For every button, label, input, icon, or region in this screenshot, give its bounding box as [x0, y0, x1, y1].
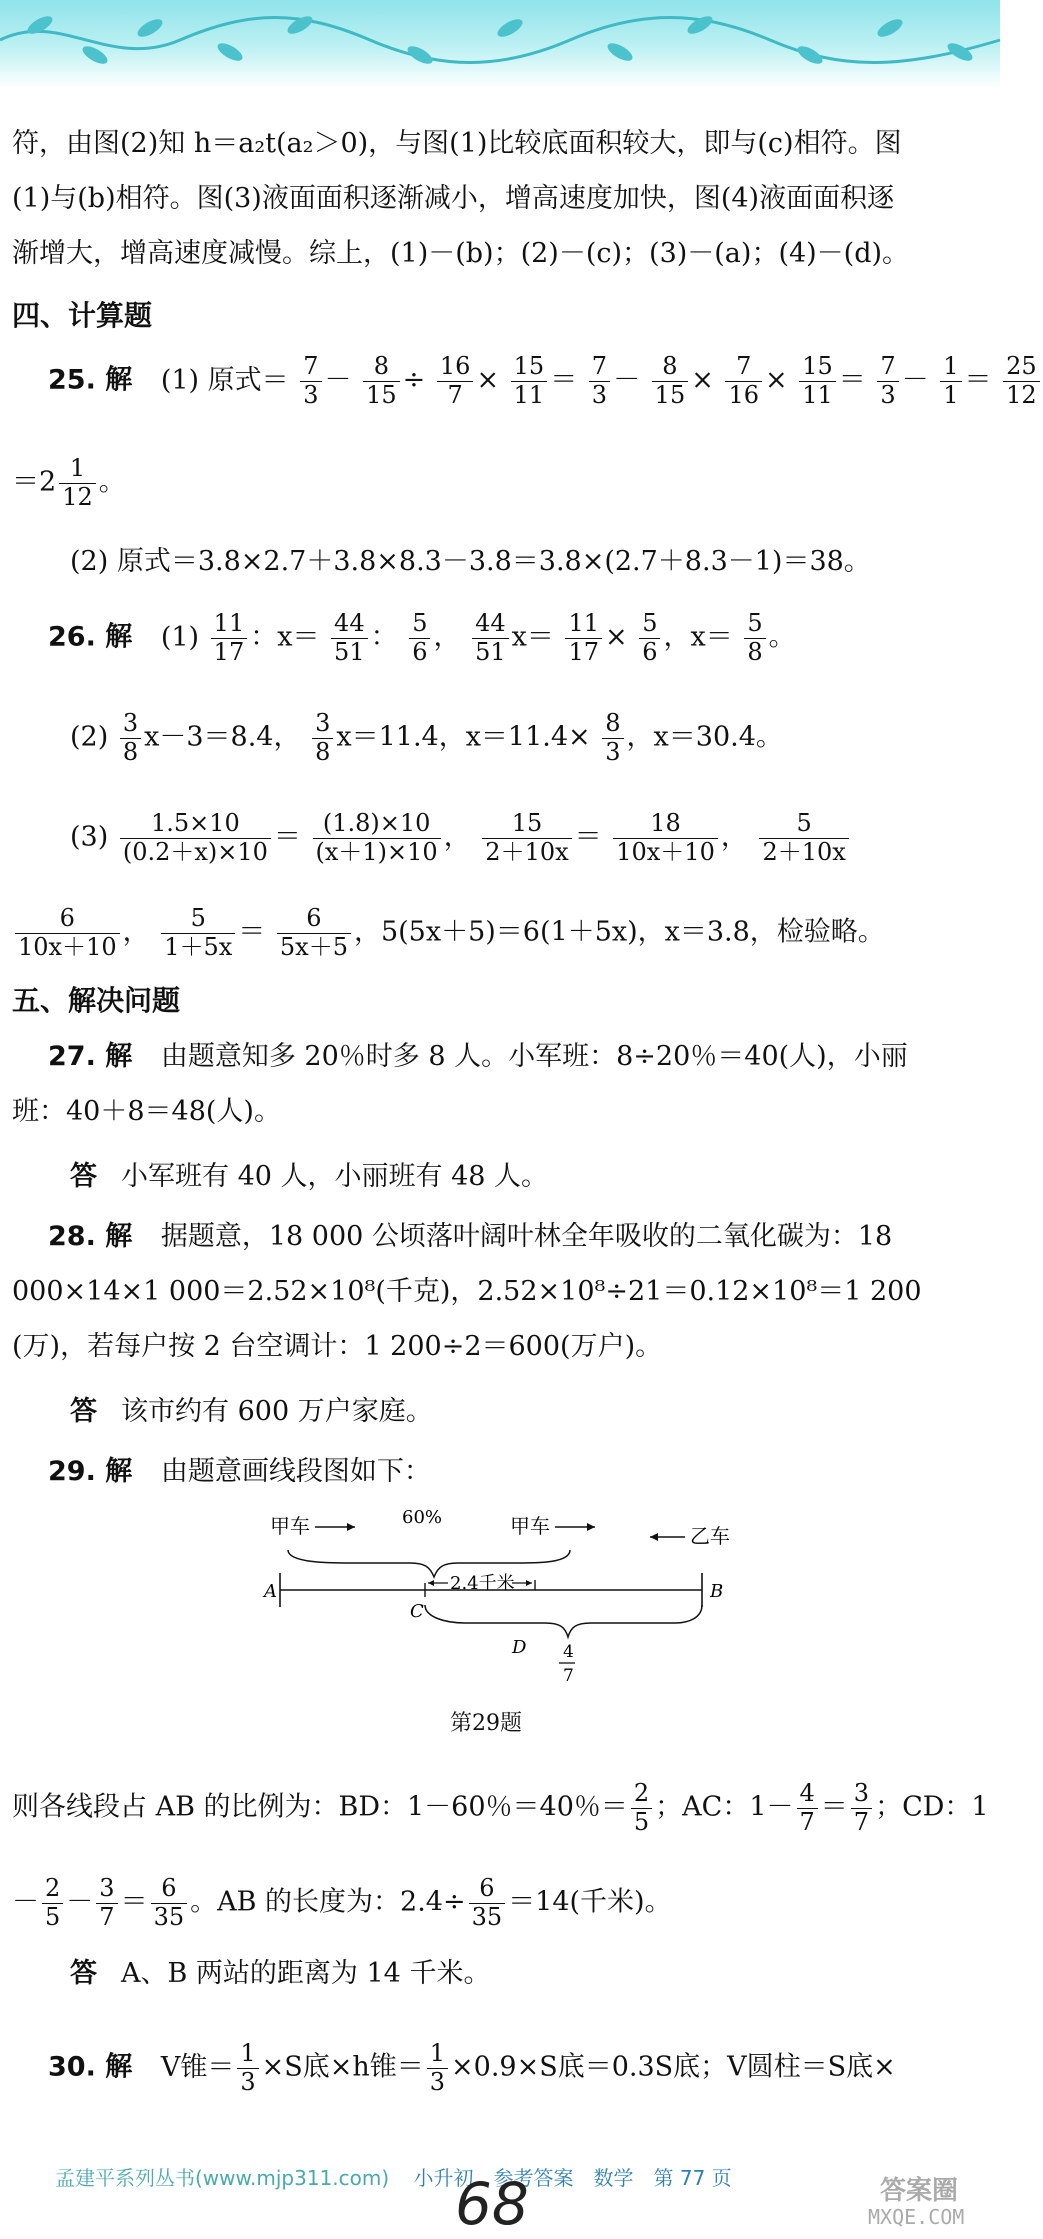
point-d-label: D — [512, 1637, 527, 1658]
fraction: $\frac{6}{10x+10}$ — [15, 905, 120, 961]
arrow-right-icon — [587, 1523, 595, 1531]
page-footer — [55, 2162, 732, 2191]
handwritten-page-number: 68 — [455, 2170, 529, 2238]
fraction: $\frac{7}{16}$ — [725, 353, 762, 409]
fraction: $\frac{16}{7}$ — [437, 353, 474, 409]
vine-ornament-icon — [0, 0, 1000, 88]
q26-line-2: (2) $\frac{3}{8}$ x－3＝8.4， $\frac{3}{8}$ x＝11.4，x＝11.4× $\frac{8}{3}$ ，x＝30.4。 — [70, 709, 783, 766]
q28-line-3: (万)，若每户按 2 台空调计：1 200÷2＝600(万户)。 — [12, 1331, 663, 1362]
fraction-denominator: 7 — [563, 1666, 574, 1686]
q25-line-2: ＝2 $\frac{1}{12}$ 。 — [12, 454, 126, 511]
fraction: $\frac{1.5\times 10}{(0.2+x)\times 10}$ — [120, 810, 271, 866]
fraction: $\frac{1}{3}$ — [237, 2040, 258, 2096]
fraction: $\frac{18}{10x+10}$ — [613, 810, 718, 866]
fraction: $\frac{7}{3}$ — [300, 353, 321, 409]
percent-label: 60% — [402, 1507, 443, 1528]
fraction: $\frac{11}{17}$ — [211, 610, 248, 666]
q25-line-3: (2) 原式＝3.8×2.7＋3.8×8.3－3.8＝3.8×(2.7＋8.3－1)＝38。 — [70, 546, 871, 577]
brace-bottom — [425, 1605, 702, 1637]
q27-line-2: 班：40＋8＝48(人)。 — [12, 1096, 281, 1127]
brace-top — [288, 1550, 570, 1577]
q30-number: 30. 解 — [48, 2051, 133, 2083]
arrow-left-icon — [650, 1533, 658, 1541]
q25-line-1: 25. 解 (1) 原式＝ $\frac{7}{3}$ － $\frac{8}{15}$ ÷ $\frac{16}{7}$ × $\frac{15}{11}$ ＝ $\frac{7}{3}$ － $\frac{8}{15}$ × $\frac{7}{16}$ × $\frac{15}{11}$ ＝ $\frac{7}{3}$ － $\frac{1}{1}$ ＝ $\frac{25}{12}$ — [48, 353, 1043, 409]
figure-caption: 第29题 — [450, 1711, 522, 1736]
fraction: $\frac{11}{17}$ — [565, 610, 602, 666]
q28-number: 28. 解 — [48, 1221, 133, 1252]
fraction: $\frac{15}{2+10x}$ — [482, 810, 571, 866]
fraction: $\frac{44}{51}$ — [331, 610, 368, 666]
q26-line-4: $\frac{6}{10x+10}$ ， $\frac{5}{1+5x}$ ＝ $\frac{6}{5x+5}$ ，5(5x＋5)＝6(1＋5x)，x＝3.8，检验略。 — [12, 905, 885, 961]
fraction: $\frac{3}{7}$ — [96, 1875, 117, 1931]
arrow-right-icon — [347, 1523, 355, 1531]
q29-number: 29. 解 — [48, 1456, 133, 1487]
car-b-label: 乙车 — [690, 1524, 730, 1548]
section-heading-calc: 四、计算题 — [12, 299, 153, 332]
fraction: $\frac{7}{3}$ — [589, 353, 610, 409]
q29-answer: 答 A、B 两站的距离为 14 千米。 — [70, 1958, 491, 1989]
q29-line-1: 29. 解 由题意画线段图如下： — [48, 1456, 431, 1487]
footer-page-info: 小升初 参考答案 数学 第 77 页 — [413, 2166, 732, 2190]
fraction: $\frac{3}{7}$ — [851, 1780, 872, 1836]
car-a-label-right: 甲车 — [510, 1514, 550, 1538]
point-a-label: A — [264, 1581, 277, 1602]
q26-line-3: (3) $\frac{1.5\times 10}{(0.2+x)\times 10}$ ＝ $\frac{(1.8)\times 10}{(x+1)\times 10}$ ， $\frac{15}{2+10x}$ ＝ $\frac{18}{10x+10}$ ， $\frac{5}{2+10x}$ — [70, 810, 852, 866]
footer-series: 孟建平系列丛书(www.mjp311.com) — [55, 2166, 390, 2190]
fraction: $\frac{6}{35}$ — [151, 1875, 188, 1931]
fraction: $\frac{8}{15}$ — [363, 353, 400, 409]
fraction: $\frac{25}{12}$ — [1003, 353, 1040, 409]
fraction: $\frac{5}{2+10x}$ — [759, 810, 848, 866]
fraction-numerator: 4 — [563, 1642, 574, 1662]
fraction: $\frac{1}{12}$ — [59, 455, 96, 511]
q26-number: 26. 解 — [48, 621, 133, 653]
fraction: $\frac{2}{5}$ — [42, 1875, 63, 1931]
fraction: $\frac{15}{11}$ — [799, 353, 836, 409]
q27-number: 27. 解 — [48, 1041, 133, 1072]
q26-line-1: 26. 解 (1) $\frac{11}{17}$ ：x＝ $\frac{44}{51}$ ： $\frac{5}{6}$ ， $\frac{44}{51}$ x＝ $\frac{11}{17}$ × $\frac{5}{6}$ ，x＝ $\frac{5}{8}$ 。 — [48, 609, 796, 666]
fraction: $\frac{1}{1}$ — [940, 353, 961, 409]
prev-text-line-1: 符，由图(2)知 h＝a₂t(a₂＞0)，与图(1)比较底面积较大，即与(c)相符。图 — [12, 128, 902, 159]
q30-line-1: 30. 解 V锥＝ $\frac{1}{3}$ ×S底×h锥＝ $\frac{1}{3}$ ×0.9×S底＝0.3S底；V圆柱＝S底× — [48, 2039, 896, 2096]
fraction: $\frac{1}{3}$ — [427, 2040, 448, 2096]
fraction: $\frac{15}{11}$ — [511, 353, 548, 409]
fraction: $\frac{5}{6}$ — [409, 610, 430, 666]
fraction: $\frac{3}{8}$ — [312, 710, 333, 766]
q29-result-line-1: 则各线段占 AB 的比例为：BD：1－60％＝40％＝ $\frac{2}{5}$ ；AC：1－ $\frac{4}{7}$ ＝ $\frac{3}{7}$ ；CD：1 — [12, 1779, 989, 1836]
line-segment-diagram — [264, 1505, 750, 1695]
section-heading-problems: 五、解决问题 — [12, 984, 181, 1017]
fraction: $\frac{44}{51}$ — [472, 610, 509, 666]
decorative-vine-banner — [0, 0, 1000, 88]
car-a-label-left: 甲车 — [270, 1514, 310, 1538]
fraction: $\frac{8}{15}$ — [652, 353, 689, 409]
fraction: $\frac{4}{7}$ — [797, 1780, 818, 1836]
fraction: $\frac{8}{3}$ — [602, 710, 623, 766]
q28-answer: 答 该市约有 600 万户家庭。 — [70, 1396, 433, 1427]
fraction: $\frac{3}{8}$ — [120, 710, 141, 766]
q28-line-1: 28. 解 据题意，18 000 公顷落叶阔叶林全年吸收的二氧化碳为：18 — [48, 1221, 893, 1252]
q28-line-2: 000×14×1 000＝2.52×10⁸(千克)，2.52×10⁸÷21＝0.12×10⁸＝1 200 — [12, 1276, 922, 1307]
q25-number: 25. 解 — [48, 364, 133, 396]
prev-text-line-3: 渐增大，增高速度减慢。综上，(1)－(b)；(2)－(c)；(3)－(a)；(4)－(d)。 — [12, 238, 910, 269]
fraction: $\frac{2}{5}$ — [631, 1780, 652, 1836]
fraction: $\frac{5}{8}$ — [744, 610, 765, 666]
fraction: $\frac{6}{35}$ — [469, 1875, 506, 1931]
prev-text-line-2: (1)与(b)相符。图(3)液面面积逐渐减小，增高速度加快，图(4)液面面积逐 — [12, 183, 895, 214]
fraction: $\frac{(1.8)\times 10}{(x+1)\times 10}$ — [313, 810, 441, 866]
point-c-label: C — [410, 1601, 424, 1622]
q27-line-1: 27. 解 由题意知多 20％时多 8 人。小军班：8÷20％＝40(人)，小丽 — [48, 1041, 908, 1072]
fraction: $\frac{5}{1+5x}$ — [161, 905, 235, 961]
q27-answer: 答 小军班有 40 人，小丽班有 48 人。 — [70, 1161, 549, 1192]
q29-result-line-2: － $\frac{2}{5}$ － $\frac{3}{7}$ ＝ $\frac{6}{35}$ 。AB 的长度为：2.4÷ $\frac{6}{35}$ ＝14(千米)。 — [12, 1874, 672, 1931]
fraction: $\frac{7}{3}$ — [877, 353, 898, 409]
watermark-url: MXQE.COM — [868, 2205, 965, 2229]
watermark-logo: 答案圈 — [880, 2176, 959, 2206]
distance-label: 2.4千米 — [450, 1573, 515, 1594]
fraction: $\frac{6}{5x+5}$ — [277, 905, 351, 961]
point-b-label: B — [710, 1581, 724, 1602]
fraction: $\frac{5}{6}$ — [639, 610, 660, 666]
